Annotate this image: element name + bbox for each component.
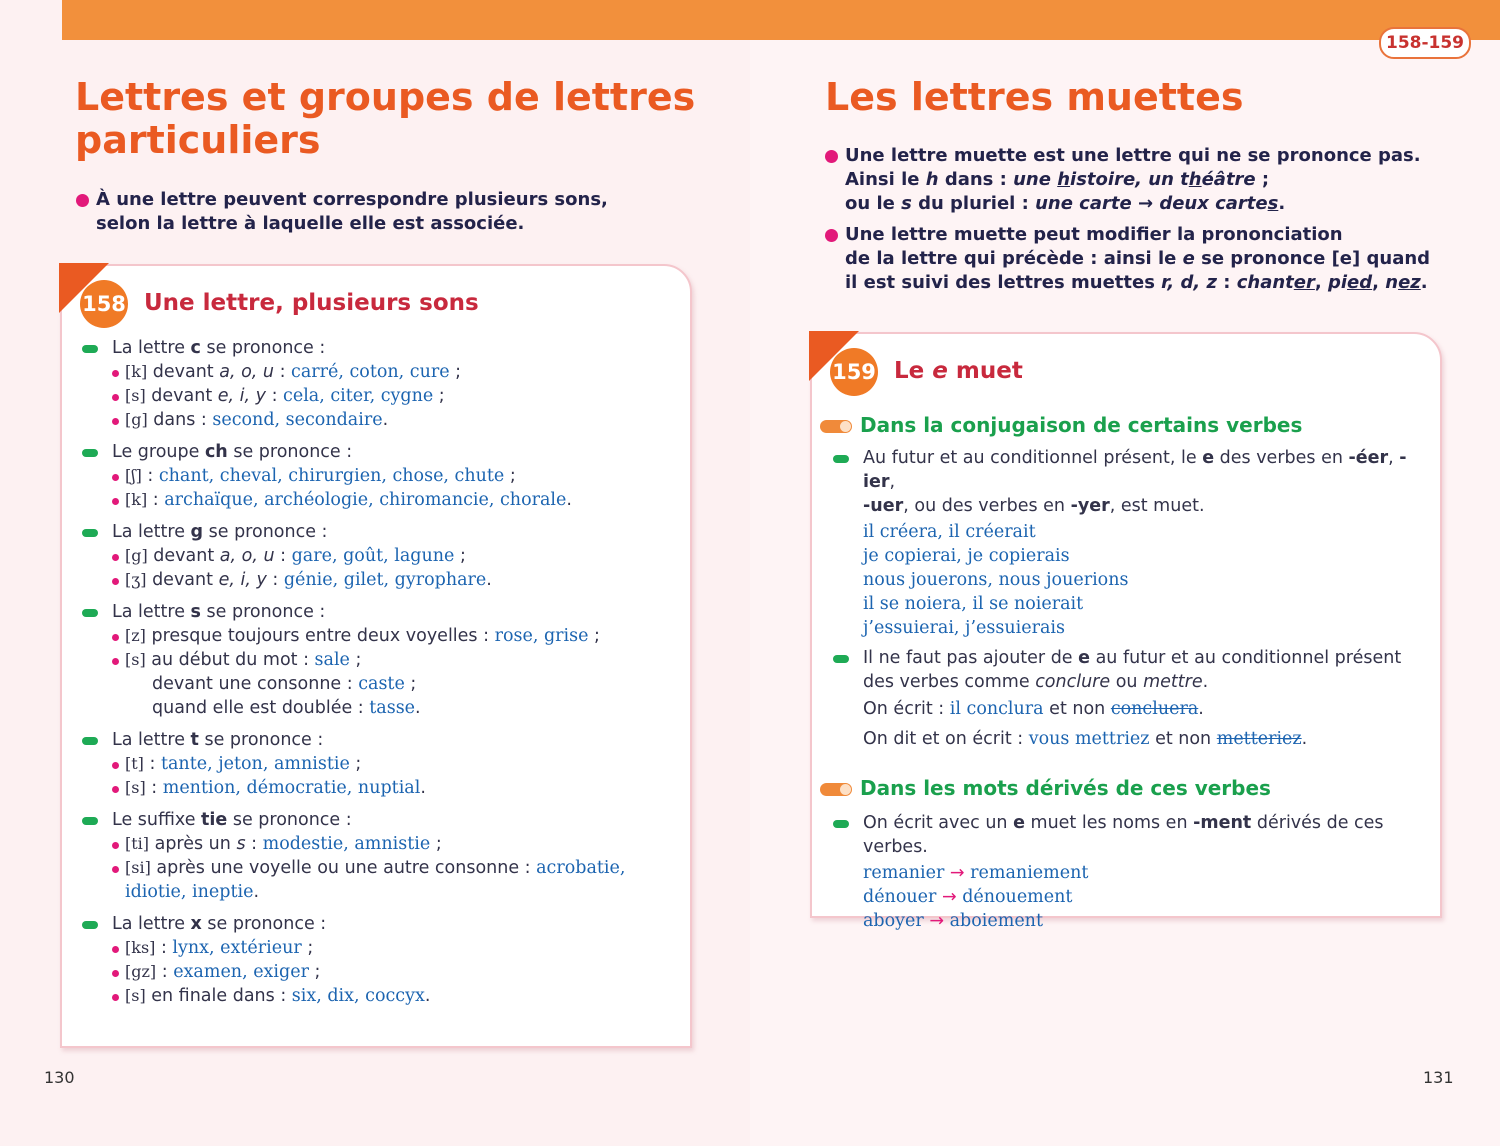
list-item: [ʃ] : chant, cheval, chirurgien, chose, chute ; [112,464,672,488]
section-toggle-icon [820,783,852,796]
card-158-rules [82,336,672,1008]
rule-letter-g: La lettre g se prononce : [g] devant a, o, u : gare, goût, lagune ; [ʒ] devant e, i, y : génie, gilet, gyrophare. [82,520,672,592]
card-159 [810,332,1442,931]
card-title: Une lettre, plusieurs sons [144,290,479,316]
rule-letter-c: La lettre c se prononce : [k] devant a, o, u : carré, coton, cure ; [s] devant e, i, y : cela, citer, cygne ; [g] dans : second, secondaire. [82,336,672,432]
derived-pairs-list [833,861,1430,933]
bullet-dot [825,229,838,242]
list-item: [ʒ] devant e, i, y : génie, gilet, gyrophare. [112,568,672,592]
arrow-right-icon: → [941,887,957,907]
list-item: [ks] : lynx, extérieur ; [112,936,672,960]
top-orange-band [62,0,1500,40]
example-line: nous jouerons, nous jouerions [863,570,1129,590]
list-item: [g] dans : second, secondaire. [112,408,672,432]
card-number-badge: 158 [80,280,128,328]
rule-ment-nouns: On écrit avec un e muet les noms en -ment dérivés de ces verbes. [833,811,1430,859]
right-intro: Une lettre muette est une lettre qui ne se prononce pas. Ainsi le h dans : une histoire, un théâtre ; ou le s du pluriel : une carte → deux cartes. Une lettre muette peut modifier la prononciation de la lettre qui précède : ainsi le e se prononce [e] quand il est suivi des lettres muettes r, d, z : chanter, pied, nez. [825,144,1445,302]
list-item: [s] au début du mot : sale ; [112,648,672,672]
example-line: il créera, il créerait [863,522,1036,542]
rule-no-extra-e: Il ne faut pas ajouter de e au futur et au conditionnel présent des verbes comme conclure ou mettre. On écrit : il conclura et non concluera. On dit et on écrit : vous mettriez et non metteriez. [833,646,1430,751]
page-number-right: 131 [1423,1068,1454,1087]
list-item: [s] : mention, démocratie, nuptial. [112,776,672,800]
rule-group-ch: Le groupe ch se prononce : [ʃ] : chant, cheval, chirurgien, chose, chute ; [k] : archaïque, archéologie, chiromancie, chorale. [82,440,672,512]
rule-suffix-tie: Le suffixe tie se prononce : [ti] après un s : modestie, amnistie ; [si] après une voyelle ou une autre consonne : acrobatie, idiotie, ineptie. [82,808,672,904]
left-title-line-1: Lettres et groupes de lettres [75,75,696,119]
list-item: [t] : tante, jeton, amnistie ; [112,752,672,776]
arrow-right-icon: → [929,911,945,931]
list-item: [ti] après un s : modestie, amnistie ; [112,832,672,856]
section-heading-conjugation: Dans la conjugaison de certains verbes [820,412,1430,438]
list-item: [s] devant e, i, y : cela, citer, cygne ; [112,384,672,408]
arrow-right-icon: → [949,863,965,883]
card-number-badge: 159 [830,348,878,396]
green-bullet [82,345,98,353]
card-158 [60,264,692,1048]
page-range-badge: 158-159 [1379,27,1471,59]
left-intro-line-1: À une lettre peuvent correspondre plusieurs sons, [96,189,608,210]
list-item: [z] presque toujours entre deux voyelles : rose, grise ; [112,624,672,648]
examples-list [833,520,1430,640]
example-line: j’essuierai, j’essuierais [863,618,1065,638]
rule-letter-x: La lettre x se prononce : [ks] : lynx, extérieur ; [gz] : examen, exiger ; [s] en finale dans : six, dix, coccyx. [82,912,672,1008]
example-line: je copierai, je copierais [863,546,1070,566]
left-intro [76,188,608,243]
list-item-continuation: quand elle est doublée : tasse. [152,698,421,718]
bullet-dot [76,194,89,207]
left-intro-line-2: selon la lettre à laquelle elle est associée. [96,213,525,234]
list-item: [si] après une voyelle ou une autre consonne : acrobatie, idiotie, ineptie. [112,856,672,904]
rule-letter-t: La lettre t se prononce : [t] : tante, jeton, amnistie ; [s] : mention, démocratie, nuptial. [82,728,672,800]
example-line: aboyer → aboiement [863,911,1043,931]
rule-letter-s: La lettre s se prononce : [z] presque toujours entre deux voyelles : rose, grise ; [s] au début du mot : sale ; devant une consonne : caste ; quand elle est doublée : tasse. [82,600,672,720]
section-toggle-icon [820,420,852,433]
list-item: [gz] : examen, exiger ; [112,960,672,984]
list-item: [s] en finale dans : six, dix, coccyx. [112,984,672,1008]
card-159-content [820,412,1430,933]
example-line: remanier → remaniement [863,863,1089,883]
page-number-left: 130 [44,1068,75,1087]
example-line: il se noiera, il se noierait [863,594,1084,614]
list-item: [k] : archaïque, archéologie, chiromancie, chorale. [112,488,672,512]
example-line: On dit et on écrit : vous mettriez et non metteriez. [863,729,1308,749]
bullet-dot [825,150,838,163]
list-item: [k] devant a, o, u : carré, coton, cure ; [112,360,672,384]
right-page-title: Les lettres muettes [825,75,1244,119]
list-item-continuation: devant une consonne : caste ; [152,674,417,694]
example-line: On écrit : il conclura et non concluera. [863,699,1204,719]
left-page-title [75,76,695,162]
left-title-line-2: particuliers [75,118,321,162]
card-title: Le e muet [894,358,1023,384]
list-item: [g] devant a, o, u : gare, goût, lagune ; [112,544,672,568]
example-line: dénouer → dénouement [863,887,1073,907]
section-heading-derived-words: Dans les mots dérivés de ces verbes [820,775,1430,801]
rule-future-conditional: Au futur et au conditionnel présent, le e des verbes en -éer, -ier, -uer, ou des verbes en -yer, est muet. [833,446,1430,518]
